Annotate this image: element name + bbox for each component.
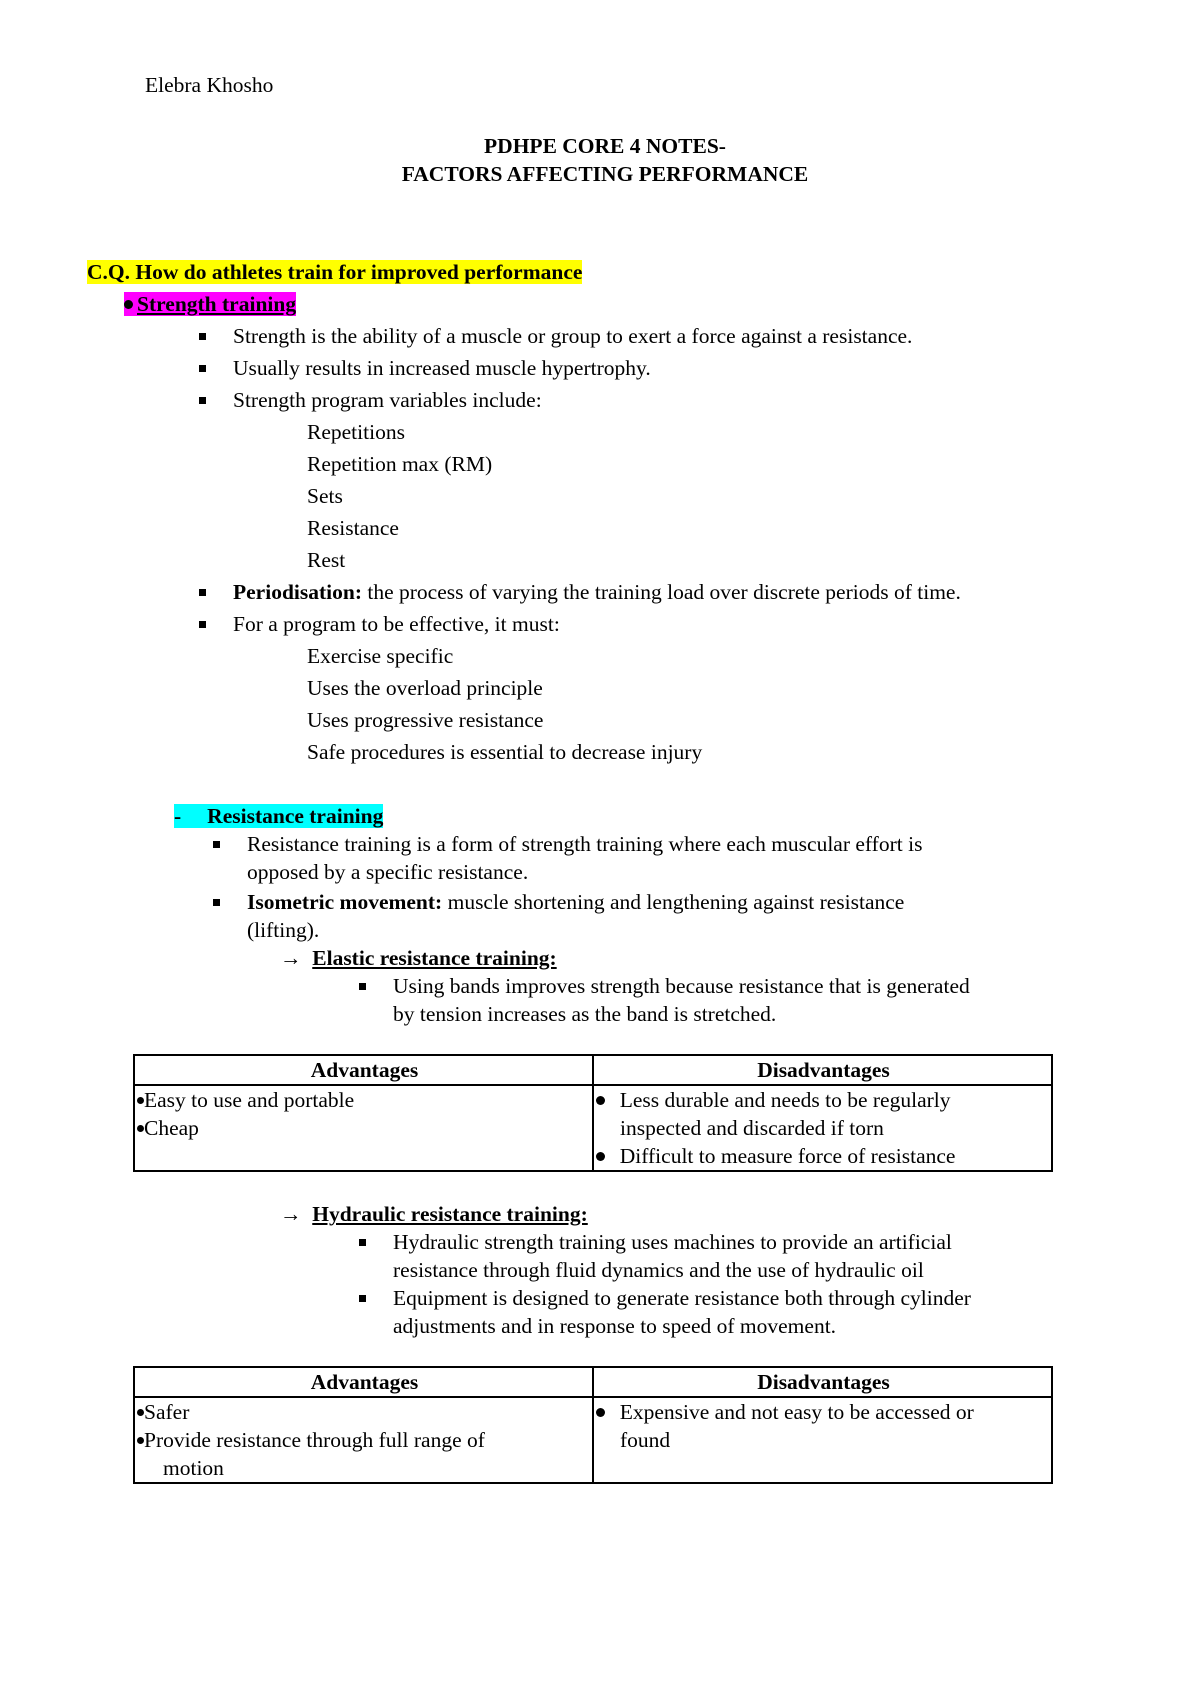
resistance-heading xyxy=(174,802,383,830)
strength-point-1: Strength is the ability of a muscle or group to exert a force against a resistance. xyxy=(233,324,913,348)
bullet-dot-icon xyxy=(137,1437,144,1444)
resistance-point-1-line1: Resistance training is a form of strength training where each muscular effort is xyxy=(247,832,923,856)
strength-heading-text: Strength training xyxy=(137,292,297,316)
disadvantage-item-cont: found xyxy=(620,1428,671,1452)
strength-point-2: Usually results in increased muscle hypertrophy. xyxy=(233,356,651,380)
elastic-pros-cons-table xyxy=(133,1054,1053,1172)
square-bullet-icon xyxy=(199,621,206,628)
effective-item: Uses progressive resistance xyxy=(307,708,544,732)
square-bullet-icon xyxy=(199,365,206,372)
elastic-heading-text: Elastic resistance training: xyxy=(312,946,557,970)
hydraulic-heading-text: Hydraulic resistance training: xyxy=(312,1202,588,1226)
disadvantage-item: Difficult to measure force of resistance xyxy=(596,1142,1051,1170)
resistance-heading-text: Resistance training xyxy=(207,804,384,828)
periodisation-definition: the process of varying the training load over discrete periods of time. xyxy=(362,580,961,604)
square-bullet-icon xyxy=(213,899,220,906)
isometric-line2: (lifting). xyxy=(247,918,320,942)
bullet-dot-icon xyxy=(137,1409,144,1416)
hydraulic-b2-line1: Equipment is designed to generate resistance both through cylinder xyxy=(393,1286,971,1310)
critical-question xyxy=(87,258,582,286)
effective-item: Safe procedures is essential to decrease injury xyxy=(307,740,703,764)
advantages-header: Advantages xyxy=(134,1055,593,1085)
bullet-dot-icon xyxy=(137,1125,144,1132)
resistance-point-1-line2: opposed by a specific resistance. xyxy=(247,860,529,884)
effective-item: Exercise specific xyxy=(307,644,454,668)
square-bullet-icon xyxy=(359,1295,366,1302)
advantage-item: Cheap xyxy=(137,1114,592,1142)
bullet-dot-icon xyxy=(596,1096,605,1105)
periodisation-term: Periodisation: xyxy=(233,580,362,604)
disadvantage-item-cont: inspected and discarded if torn xyxy=(620,1116,884,1140)
effective-item: Uses the overload principle xyxy=(307,676,543,700)
dash-marker: - xyxy=(174,804,182,828)
page-title-line2: FACTORS AFFECTING PERFORMANCE xyxy=(401,162,809,186)
hydraulic-b2-line2: adjustments and in response to speed of movement. xyxy=(393,1314,837,1338)
disadvantages-header: Disadvantages xyxy=(593,1055,1052,1085)
elastic-heading xyxy=(280,944,557,972)
bullet-dot-icon xyxy=(137,1097,144,1104)
square-bullet-icon xyxy=(199,333,206,340)
variable-item: Resistance xyxy=(307,516,399,540)
isometric-term: Isometric movement: xyxy=(247,890,443,914)
square-bullet-icon xyxy=(359,983,366,990)
advantage-item: Safer xyxy=(137,1398,592,1426)
elastic-line1: Using bands improves strength because resistance that is generated xyxy=(393,974,970,998)
elastic-line2: by tension increases as the band is stretched. xyxy=(393,1002,777,1026)
variable-item: Repetitions xyxy=(307,420,405,444)
disadvantages-header: Disadvantages xyxy=(593,1367,1052,1397)
advantages-cell xyxy=(134,1397,593,1483)
square-bullet-icon xyxy=(199,397,206,404)
hydraulic-b1-line2: resistance through fluid dynamics and the use of hydraulic oil xyxy=(393,1258,924,1282)
hydraulic-pros-cons-table xyxy=(133,1366,1053,1484)
advantage-item: Easy to use and portable xyxy=(137,1086,592,1114)
disadvantages-cell xyxy=(593,1085,1052,1171)
square-bullet-icon xyxy=(213,841,220,848)
hydraulic-b1-line1: Hydraulic strength training uses machines to provide an artificial xyxy=(393,1230,952,1254)
arrow-right-icon: → xyxy=(280,946,302,970)
advantage-item-cont: motion xyxy=(163,1456,224,1480)
bullet-dot-icon xyxy=(124,300,133,309)
isometric-line1 xyxy=(247,888,904,916)
variable-item: Sets xyxy=(307,484,343,508)
advantages-header: Advantages xyxy=(134,1367,593,1397)
arrow-right-icon: → xyxy=(280,1202,302,1226)
effective-intro: For a program to be effective, it must: xyxy=(233,612,560,636)
disadvantages-cell xyxy=(593,1397,1052,1483)
disadvantage-item: Less durable and needs to be regularly xyxy=(596,1086,1051,1114)
strength-point-3: Strength program variables include: xyxy=(233,388,542,412)
periodisation-point xyxy=(233,578,961,606)
square-bullet-icon xyxy=(359,1239,366,1246)
advantage-item: Provide resistance through full range of xyxy=(137,1426,592,1454)
disadvantage-item: Expensive and not easy to be accessed or xyxy=(596,1398,1051,1426)
critical-question-text: C.Q. How do athletes train for improved performance xyxy=(87,260,583,284)
hydraulic-heading xyxy=(280,1200,588,1228)
square-bullet-icon xyxy=(199,589,206,596)
variable-item: Rest xyxy=(307,548,346,572)
advantages-cell xyxy=(134,1085,593,1171)
bullet-dot-icon xyxy=(596,1152,605,1161)
strength-heading xyxy=(124,290,296,318)
variable-item: Repetition max (RM) xyxy=(307,452,493,476)
author-name: Elebra Khosho xyxy=(145,73,274,97)
page-title-line1: PDHPE CORE 4 NOTES- xyxy=(484,134,726,158)
isometric-definition: muscle shortening and lengthening against resistance xyxy=(442,890,905,914)
bullet-dot-icon xyxy=(596,1408,605,1417)
